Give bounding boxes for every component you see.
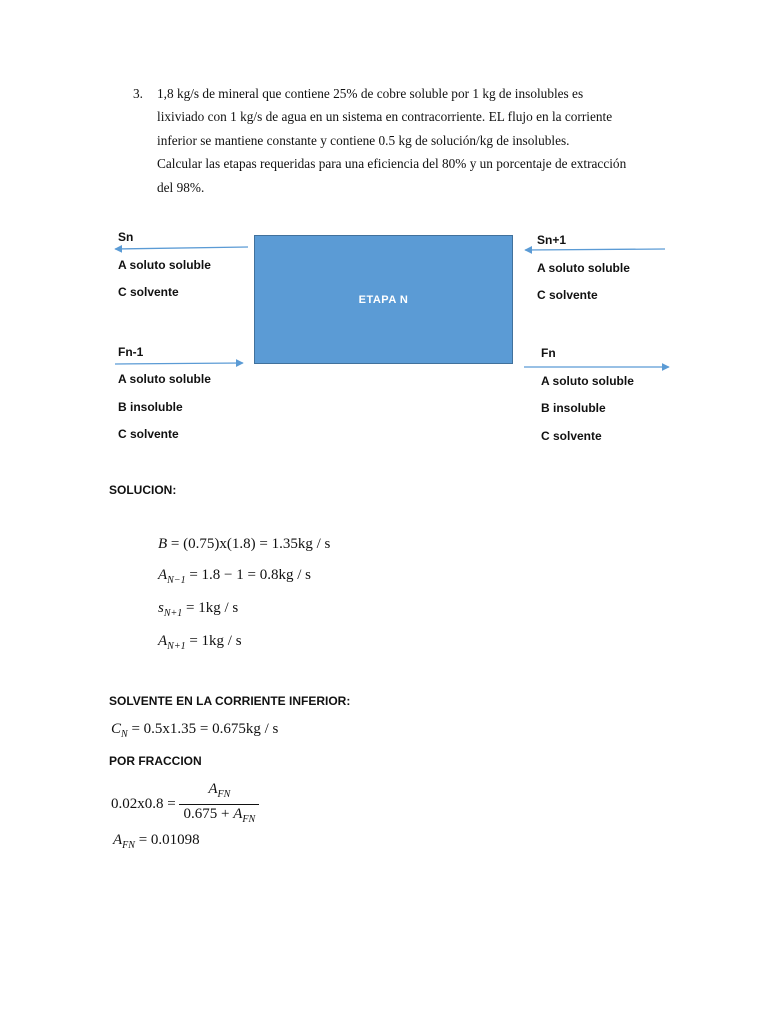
problem-line: lixiviado con 1 kg/s de agua en un sistema en contracorriente. EL flujo en la corriente xyxy=(157,109,613,124)
stream-sn-title: Sn xyxy=(118,230,134,244)
stream-fn-item: C solvente xyxy=(541,429,602,443)
arrow-sn-out xyxy=(115,247,248,249)
solvent-heading: SOLVENTE EN LA CORRIENTE INFERIOR: xyxy=(109,694,351,708)
problem-line: del 98%. xyxy=(157,180,205,195)
stream-fn-item: B insoluble xyxy=(541,401,606,415)
stream-fn-title: Fn xyxy=(541,346,556,360)
problem-line: inferior se mantiene constante y contiene 0.5 kg de solución/kg de insolubles. xyxy=(157,133,570,148)
equation-fraction: 0.02x0.8 = $\frac{A_{FN}}{0.675 + A_{FN}}$ xyxy=(111,780,259,829)
stream-sn1-item: C solvente xyxy=(537,288,598,302)
equation-s-n-plus-1: $s_{N+1} = 1kg / s$ xyxy=(158,600,239,619)
stream-fn1-item: C solvente xyxy=(118,427,179,441)
stage-box xyxy=(254,235,513,364)
fraction-heading: POR FRACCION xyxy=(109,754,202,768)
equation-a-n-minus-1: $A_{N-1} = 1.8 - 1 = 0.8kg / s$ xyxy=(158,567,311,586)
fraction: $\frac{A_{FN}}{0.675 + A_{FN}}$ xyxy=(179,780,259,829)
stage-label: ETAPA N xyxy=(358,294,409,306)
stream-fn1-title: Fn-1 xyxy=(118,345,144,359)
stream-sn-item: C solvente xyxy=(118,285,179,299)
arrow-fn1-in xyxy=(115,363,243,364)
stream-sn1-item: A soluto soluble xyxy=(537,261,630,275)
problem-line: Calcular las etapas requeridas para una eficiencia del 80% y un porcentaje de extracción xyxy=(157,156,627,171)
problem-line: 1,8 kg/s de mineral que contiene 25% de cobre soluble por 1 kg de insolubles es xyxy=(157,86,584,101)
arrow-sn1-in xyxy=(525,249,665,250)
stream-fn-item: A soluto soluble xyxy=(541,374,634,388)
stream-fn1-item: A soluto soluble xyxy=(118,372,211,386)
stream-fn1-item: B insoluble xyxy=(118,400,183,414)
equation-a-n-plus-1: $A_{N+1} = 1kg / s$ xyxy=(158,633,242,652)
equation-a-fn: $A_{FN} = 0.01098$ xyxy=(113,832,200,851)
stream-sn1-title: Sn+1 xyxy=(537,233,567,247)
solution-heading: SOLUCION: xyxy=(109,483,177,497)
problem-number: 3. xyxy=(133,86,143,101)
equation-b: B = (0.75)x(1.8) = 1.35kg / s xyxy=(158,536,331,552)
equation-c-n: $C_N = 0.5x1.35 = 0.675kg / s$ xyxy=(111,721,279,740)
stream-sn-item: A soluto soluble xyxy=(118,258,211,272)
